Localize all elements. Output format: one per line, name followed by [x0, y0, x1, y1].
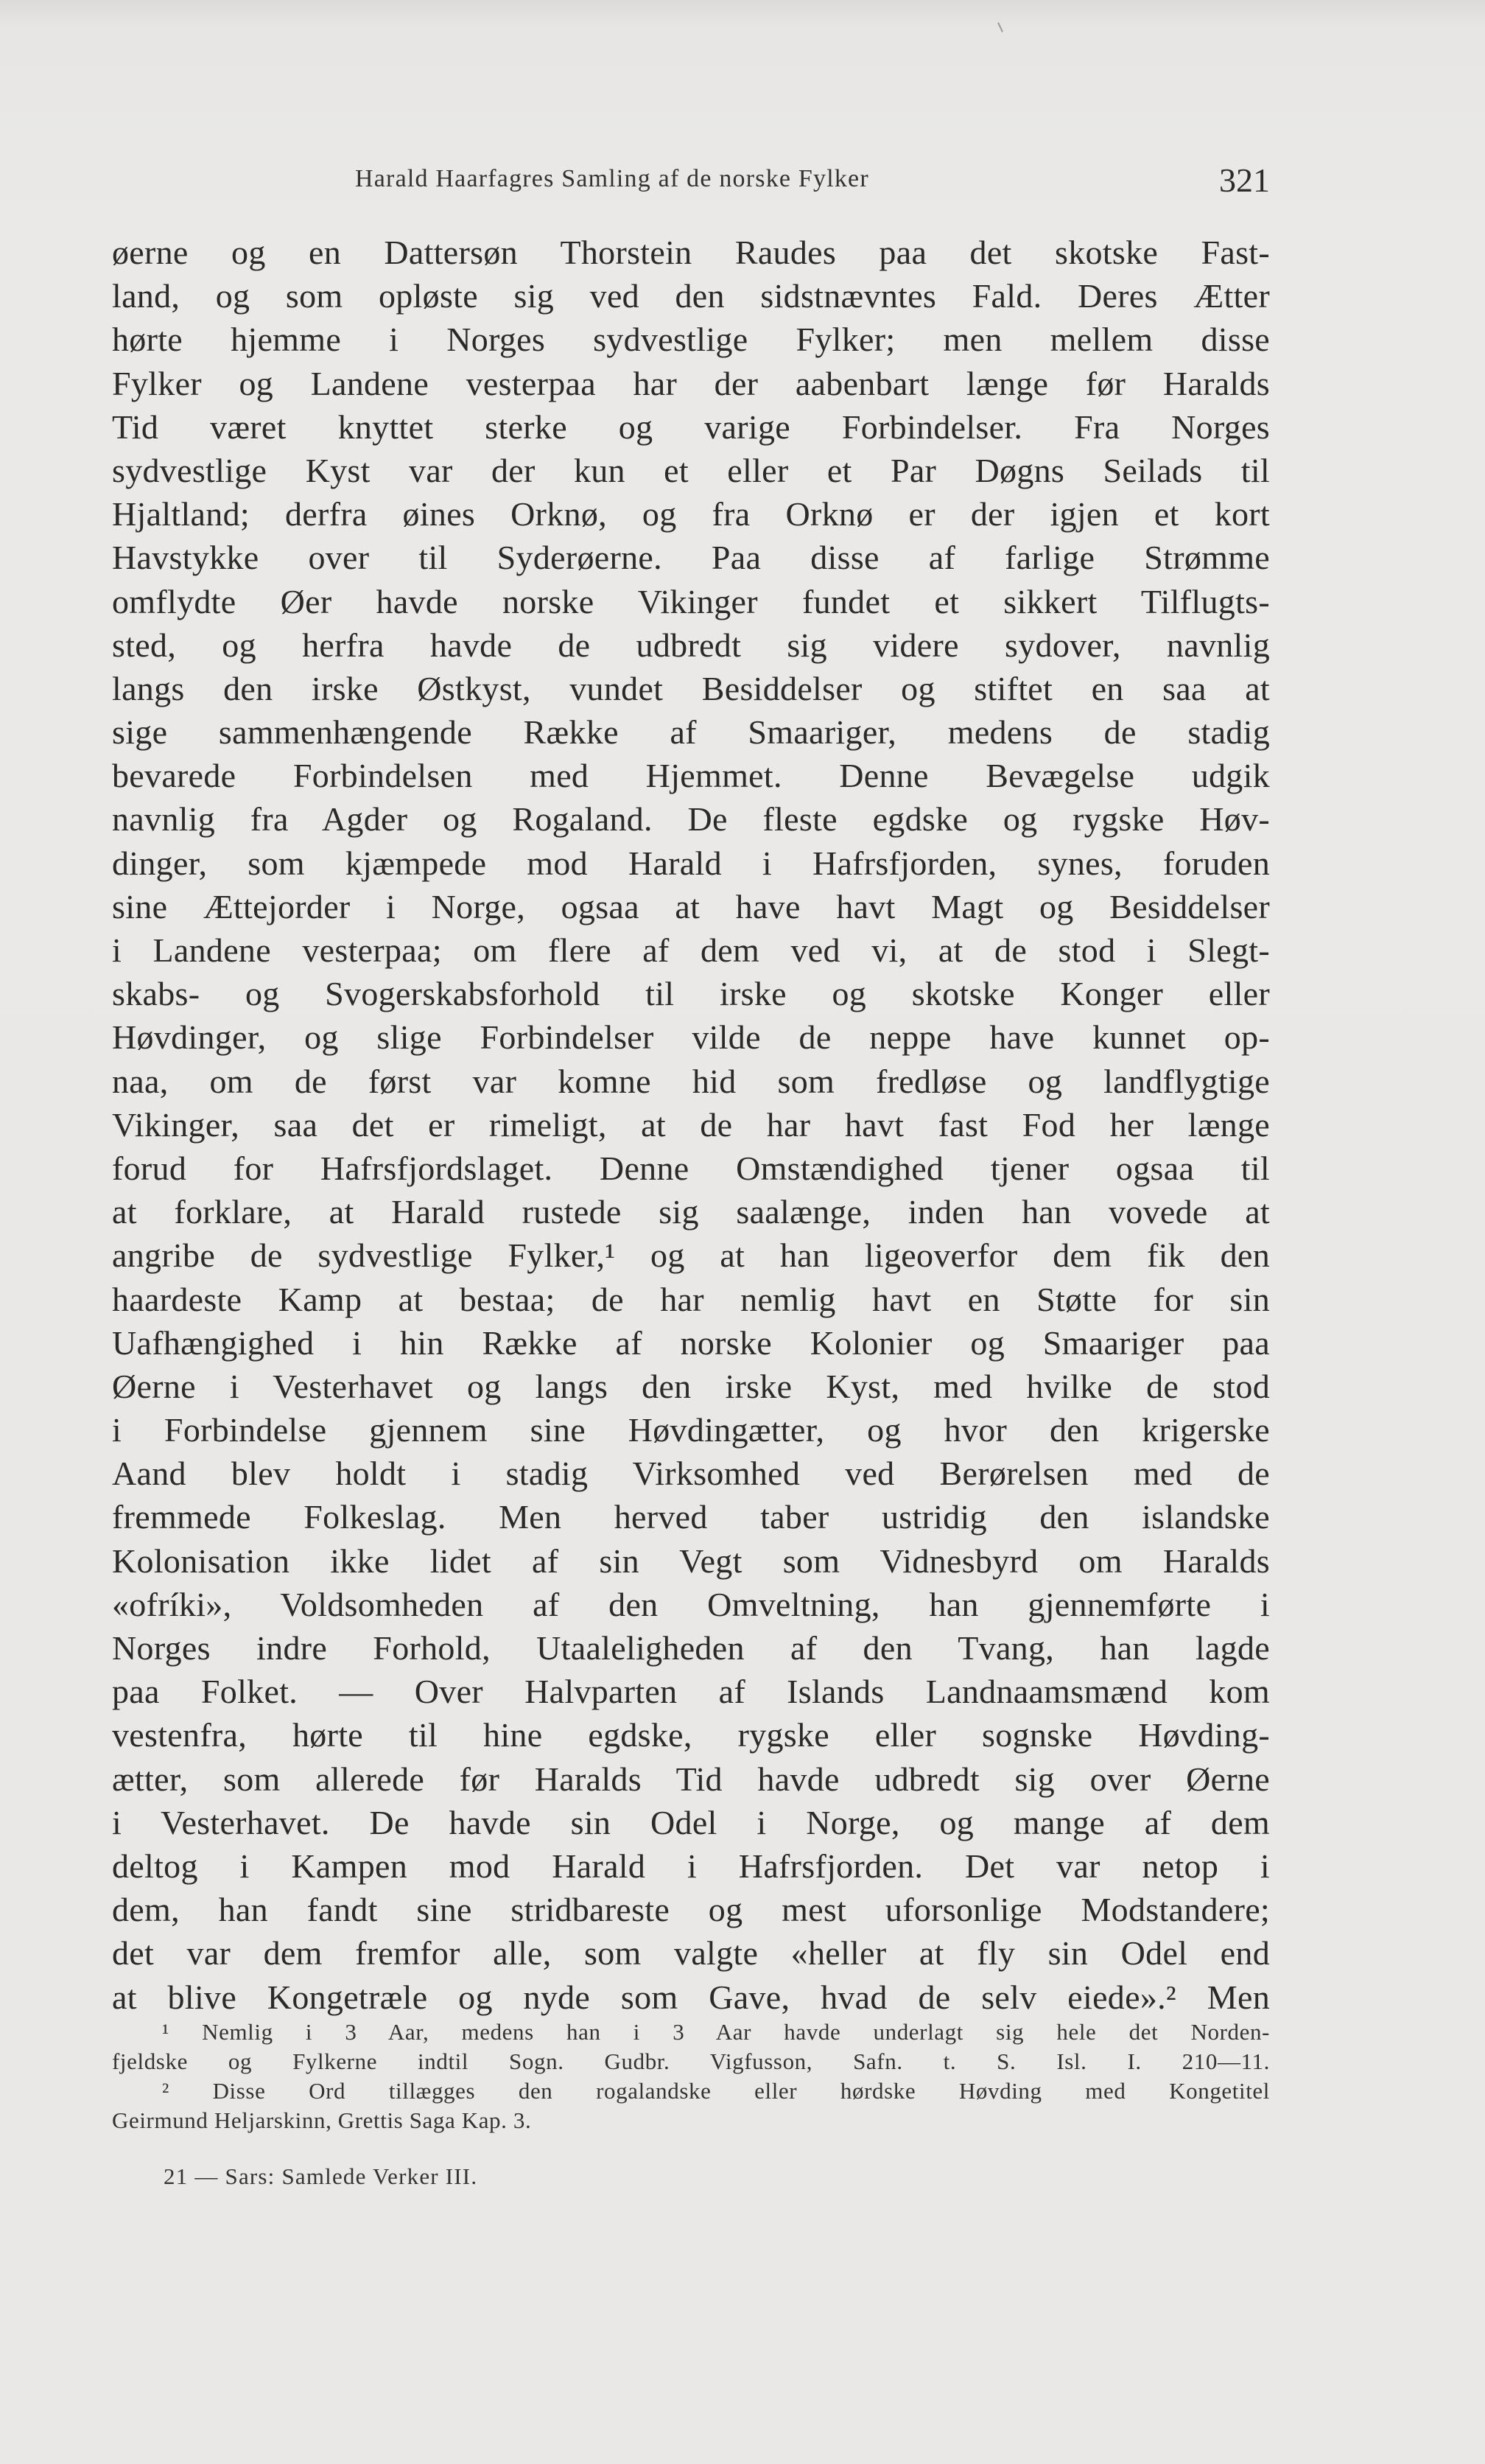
text-line: sine Ættejorder i Norge, ogsaa at have havt Magt og Besiddelser	[112, 887, 1270, 925]
text-line: i Forbindelse gjennem sine Høvdingætter, og hvor den krigerske	[112, 1411, 1270, 1449]
text-line: Høvdinger, og slige Forbindelser vilde de neppe have kunnet op-	[112, 1018, 1270, 1057]
text-line: dinger, som kjæmpede mod Harald i Hafrsfjorden, synes, foruden	[112, 844, 1270, 882]
text-line: Havstykke over til Syderøerne. Paa disse af farlige Strømme	[112, 539, 1270, 577]
text-line: Vikinger, saa det er rimeligt, at de har havt fast Fod her længe	[112, 1105, 1270, 1144]
text-line: skabs- og Svogerskabsforhold til irske og skotske Konger eller	[112, 975, 1270, 1013]
text-line: at blive Kongetræle og nyde som Gave, hvad de selv eiede».² Men	[112, 1978, 1270, 2016]
text-line: land, og som opløste sig ved den sidstnævntes Fald. Deres Ætter	[112, 277, 1270, 315]
text-line: at forklare, at Harald rustede sig saalænge, inden han vovede at	[112, 1193, 1270, 1231]
text-line: øerne og en Dattersøn Thorstein Raudes paa det skotske Fast-	[112, 234, 1270, 271]
text-line: deltog i Kampen mod Harald i Hafrsfjorden. Det var netop i	[112, 1847, 1270, 1885]
footnote-2-line-1: ² Disse Ord tillægges den rogalandske eller hørdske Høvding med Kongetitel	[162, 2078, 1270, 2104]
text-line: sydvestlige Kyst var der kun et eller et Par Døgns Seilads til	[112, 451, 1270, 489]
scan-mark	[997, 22, 1003, 32]
text-line: Øerne i Vesterhavet og langs den irske Kyst, med hvilke de stod	[112, 1367, 1270, 1405]
text-line: haardeste Kamp at bestaa; de har nemlig havt en Støtte for sin	[112, 1280, 1270, 1318]
text-line: Kolonisation ikke lidet af sin Vegt som Vidnesbyrd om Haralds	[112, 1541, 1270, 1580]
text-line: naa, om de først var komne hid som fredløse og landflygtige	[112, 1062, 1270, 1100]
text-line: angribe de sydvestlige Fylker,¹ og at han ligeoverfor dem fik den	[112, 1236, 1270, 1275]
text-line: ætter, som allerede før Haralds Tid havde udbredt sig over Øerne	[112, 1760, 1270, 1798]
text-line: sige sammenhængende Række af Smaariger, medens de stadig	[112, 713, 1270, 752]
text-line: vestenfra, hørte til hine egdske, rygske eller sognske Høvding-	[112, 1716, 1270, 1754]
text-line: langs den irske Østkyst, vundet Besiddelser og stiftet en saa at	[112, 669, 1270, 707]
text-line: Hjaltland; derfra øines Orknø, og fra Orknø er der igjen et kort	[112, 495, 1270, 533]
text-line: forud for Hafrsfjordslaget. Denne Omstændighed tjener ogsaa til	[112, 1149, 1270, 1187]
printer-signature: 21 — Sars: Samlede Verker III.	[164, 2163, 478, 2189]
text-line: Tid været knyttet sterke og varige Forbindelser. Fra Norges	[112, 407, 1270, 446]
text-line: Norges indre Forhold, Utaaleligheden af den Tvang, han lagde	[112, 1629, 1270, 1667]
text-line: paa Folket. — Over Halvparten af Islands Landnaamsmænd kom	[112, 1673, 1270, 1711]
text-line: hørte hjemme i Norges sydvestlige Fylker; men mellem disse	[112, 321, 1270, 359]
text-line: omflydte Øer havde norske Vikinger fundet et sikkert Tilflugts-	[112, 582, 1270, 620]
text-line: «ofríki», Voldsomheden af den Omveltning, han gjennemførte i	[112, 1585, 1270, 1623]
footnote-1-line-1: ¹ Nemlig i 3 Aar, medens han i 3 Aar havde underlagt sig hele det Norden-	[162, 2019, 1270, 2045]
running-title: Harald Haarfagres Samling af de norske Fylker	[355, 165, 869, 192]
page-number: 321	[1219, 161, 1270, 199]
text-line: navnlig fra Agder og Rogaland. De fleste egdske og rygske Høv-	[112, 800, 1270, 839]
page-header	[112, 161, 1270, 205]
text-line: i Landene vesterpaa; om flere af dem ved vi, at de stod i Slegt-	[112, 931, 1270, 969]
text-line: det var dem fremfor alle, som valgte «heller at fly sin Odel end	[112, 1934, 1270, 1973]
footnote-1-line-2: fjeldske og Fylkerne indtil Sogn. Gudbr. Vigfusson, Safn. t. S. Isl. I. 210—11.	[112, 2048, 1270, 2074]
text-line: Fylker og Landene vesterpaa har der aabenbart længe før Haralds	[112, 364, 1270, 402]
body-text	[112, 231, 1270, 2019]
text-line: dem, han fandt sine stridbareste og mest uforsonlige Modstandere;	[112, 1891, 1270, 1929]
text-line: fremmede Folkeslag. Men herved taber ustridig den islandske	[112, 1498, 1270, 1536]
footnote-2-line-2: Geirmund Heljarskinn, Grettis Saga Kap. 3.	[112, 2107, 532, 2133]
text-line: sted, og herfra havde de udbredt sig videre sydover, navnlig	[112, 626, 1270, 664]
text-line: bevarede Forbindelsen med Hjemmet. Denne Bevægelse udgik	[112, 757, 1270, 795]
text-line: i Vesterhavet. De havde sin Odel i Norge, og mange af dem	[112, 1803, 1270, 1841]
footnotes	[112, 2017, 1270, 2135]
text-line: Aand blev holdt i stadig Virksomhed ved Berørelsen med de	[112, 1455, 1270, 1493]
text-line: Uafhængighed i hin Række af norske Kolonier og Smaariger paa	[112, 1323, 1270, 1362]
